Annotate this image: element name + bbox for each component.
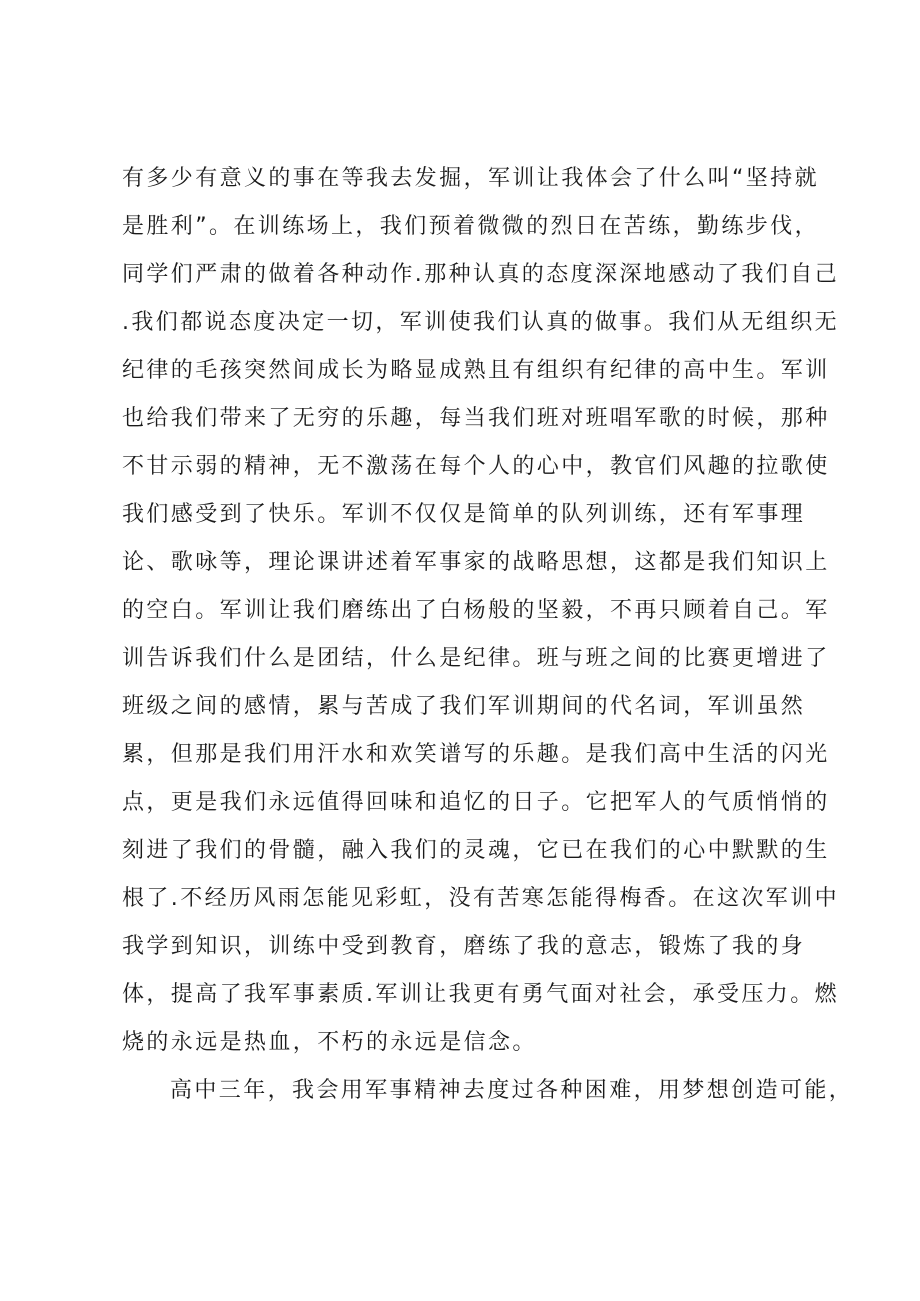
text-line: 我学到知识，训练中受到教育，磨练了我的意志，锻炼了我的身 bbox=[122, 934, 806, 959]
text-line: 不甘示弱的精神，无不激荡在每个人的心中，教官们风趣的拉歌使 bbox=[122, 454, 830, 479]
text-line: 的空白。军训让我们磨练出了白杨般的坚毅，不再只顾着自己。军 bbox=[122, 598, 830, 623]
text-line: 纪律的毛孩突然间成长为略显成熟且有组织有纪律的高中生。军训 bbox=[122, 358, 830, 383]
text-line: 刻进了我们的骨髓，融入我们的灵魂，它已在我们的心中默默的生 bbox=[122, 838, 830, 863]
text-line: 我们感受到了快乐。军训不仅仅是简单的队列训练，还有军事理 bbox=[122, 502, 806, 527]
text-line: 累，但那是我们用汗水和欢笑谱写的乐趣。是我们高中生活的闪光 bbox=[122, 742, 830, 767]
text-line: 根了.不经历风雨怎能见彩虹，没有苦寒怎能得梅香。在这次军训中 bbox=[122, 886, 839, 911]
text-line: 是胜利”。在训练场上，我们预着微微的烈日在苦练，勤练步伐， bbox=[122, 214, 819, 239]
text-line: 点，更是我们永远值得回味和追忆的日子。它把军人的气质悄悄的 bbox=[122, 790, 830, 815]
text-line: 训告诉我们什么是团结，什么是纪律。班与班之间的比赛更增进了 bbox=[122, 646, 830, 671]
text-line: 同学们严肃的做着各种动作.那种认真的态度深深地感动了我们自己 bbox=[122, 262, 839, 287]
text-line: 班级之间的感情，累与苦成了我们军训期间的代名词，军训虽然 bbox=[122, 694, 806, 719]
text-line: 论、歌咏等，理论课讲述着军事家的战略思想，这都是我们知识上 bbox=[122, 550, 830, 575]
text-line: 烧的永远是热血，不朽的永远是信念。 bbox=[122, 1030, 537, 1055]
text-line: 有多少有意义的事在等我去发掘，军训让我体会了什么叫“坚持就 bbox=[122, 166, 819, 191]
text-line: .我们都说态度决定一切，军训使我们认真的做事。我们从无组织无 bbox=[122, 310, 839, 335]
paragraph-start-line: 高中三年，我会用军事精神去度过各种困难，用梦想创造可能， bbox=[170, 1078, 854, 1103]
text-line: 也给我们带来了无穷的乐趣，每当我们班对班唱军歌的时候，那种 bbox=[122, 406, 830, 431]
text-line: 体，提高了我军事素质.军训让我更有勇气面对社会，承受压力。燃 bbox=[122, 982, 839, 1007]
